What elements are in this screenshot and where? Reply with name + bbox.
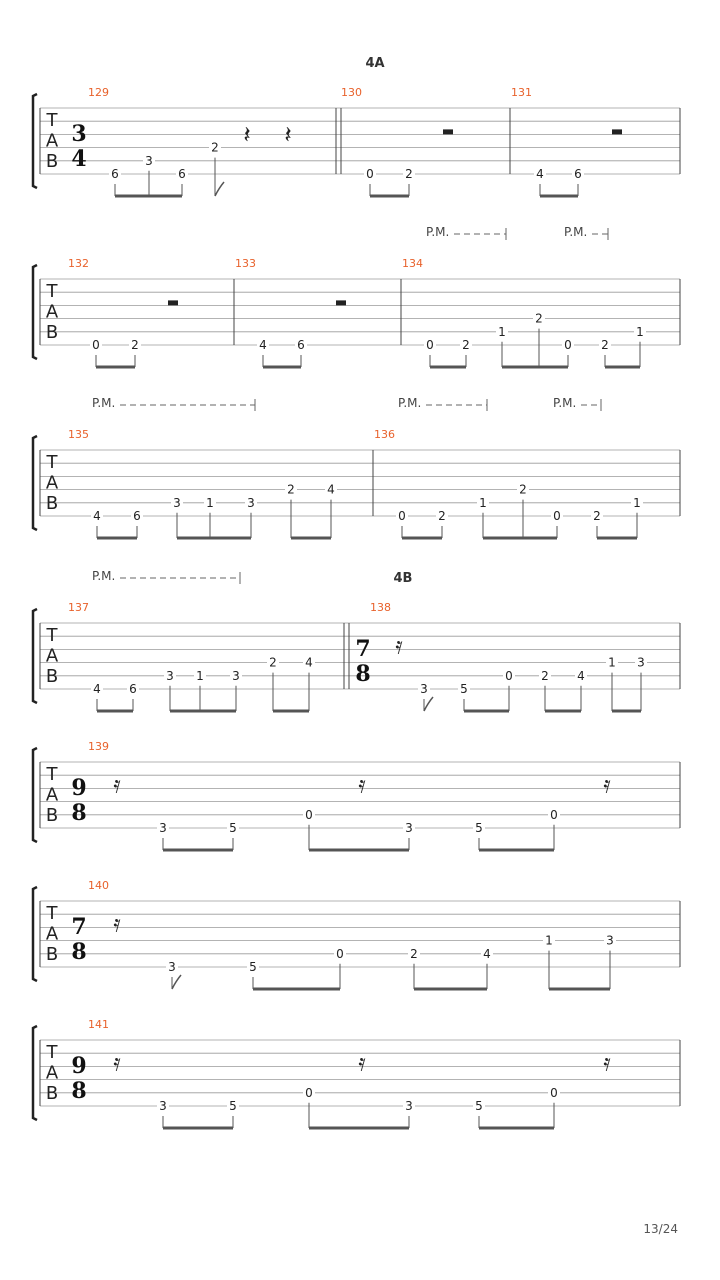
palm-mute-label: P.M.	[564, 225, 588, 239]
fret-number: 1	[479, 495, 487, 510]
fret-number: 3	[247, 495, 255, 510]
fret-number: 5	[460, 682, 468, 696]
sixteenth-rest: 𝄿	[358, 770, 366, 799]
fret-number: 0	[426, 338, 434, 352]
fret-number: 0	[564, 338, 572, 352]
half-rest	[612, 129, 622, 134]
measure-number: 136	[374, 428, 395, 441]
sixteenth-rest: 𝄿	[603, 770, 611, 799]
tab-clef-letter: B	[45, 944, 59, 965]
fret-number: 4	[483, 946, 491, 961]
fret-number: 0	[553, 509, 561, 523]
sixteenth-rest: 𝄿	[395, 631, 403, 660]
fret-number: 1	[545, 933, 553, 948]
sixteenth-rest: 𝄿	[113, 1048, 121, 1077]
tab-clef-letter: A	[45, 301, 59, 323]
time-signature-top: 9	[71, 775, 87, 801]
fret-number: 1	[636, 324, 644, 339]
fret-number: 1	[608, 655, 616, 670]
fret-number: 0	[336, 946, 344, 961]
quarter-rest: 𝄽	[243, 120, 251, 149]
tab-clef-letter: A	[45, 645, 59, 667]
page-number: 13/24	[643, 1222, 678, 1236]
fret-number: 0	[505, 668, 513, 683]
section-label: 4A	[365, 56, 385, 71]
tab-system	[33, 1018, 680, 1128]
measure-number: 138	[370, 601, 391, 614]
time-signature-top: 9	[71, 1053, 87, 1079]
tab-system	[33, 86, 680, 196]
fret-number: 1	[498, 324, 506, 339]
fret-number: 0	[305, 807, 313, 822]
system-bracket	[33, 94, 37, 188]
sixteenth-rest: 𝄿	[113, 770, 121, 799]
note-flag	[215, 182, 224, 196]
measure-number: 137	[68, 601, 89, 614]
fret-number: 5	[475, 821, 483, 835]
fret-number: 4	[93, 682, 101, 696]
fret-number: 2	[593, 509, 601, 523]
fret-number: 5	[229, 821, 237, 835]
measure-number: 141	[88, 1018, 109, 1031]
sixteenth-rest: 𝄿	[358, 1048, 366, 1077]
system-bracket	[33, 1026, 37, 1120]
tab-system	[33, 569, 680, 711]
palm-mute-label: P.M.	[398, 396, 422, 410]
tab-clef-letter: B	[45, 666, 59, 687]
tab-clef-letter: B	[45, 493, 59, 514]
fret-number: 6	[111, 167, 119, 181]
palm-mute-label: P.M.	[553, 396, 577, 410]
half-rest	[336, 300, 346, 305]
fret-number: 3	[420, 682, 428, 696]
fret-number: 4	[327, 482, 335, 497]
time-signature-bottom: 8	[355, 661, 371, 687]
fret-number: 6	[129, 682, 137, 696]
fret-number: 4	[577, 668, 585, 683]
fret-number: 5	[229, 1099, 237, 1113]
measure-number: 132	[68, 257, 89, 270]
fret-number: 2	[269, 655, 277, 670]
time-signature-top: 7	[71, 914, 87, 940]
fret-number: 0	[366, 167, 374, 181]
fret-number: 5	[249, 960, 257, 974]
tab-clef-letter: T	[46, 625, 58, 646]
system-bracket	[33, 748, 37, 842]
tab-clef-letter: T	[46, 452, 58, 473]
fret-number: 3	[168, 960, 176, 974]
tab-clef-letter: A	[45, 923, 59, 945]
tab-clef-letter: A	[45, 1062, 59, 1084]
quarter-rest: 𝄽	[284, 120, 292, 149]
tab-system	[33, 225, 680, 367]
tab-system	[33, 740, 680, 850]
tab-clef-letter: T	[46, 281, 58, 302]
tab-clef-letter: B	[45, 1083, 59, 1104]
fret-number: 0	[398, 509, 406, 523]
fret-number: 2	[438, 509, 446, 523]
fret-number: 6	[574, 167, 582, 181]
fret-number: 2	[535, 311, 543, 326]
sixteenth-rest: 𝄿	[113, 909, 121, 938]
fret-number: 4	[259, 338, 267, 352]
note-flag	[172, 975, 181, 989]
half-rest	[168, 300, 178, 305]
fret-number: 2	[462, 338, 470, 352]
tab-clef-letter: B	[45, 322, 59, 343]
measure-number: 130	[341, 86, 362, 99]
fret-number: 4	[536, 167, 544, 181]
tab-clef-letter: A	[45, 130, 59, 152]
time-signature-bottom: 8	[71, 939, 87, 965]
fret-number: 5	[475, 1099, 483, 1113]
fret-number: 3	[173, 495, 181, 510]
measure-number: 129	[88, 86, 109, 99]
measure-number: 134	[402, 257, 423, 270]
measure-number: 139	[88, 740, 109, 753]
measure-number: 133	[235, 257, 256, 270]
system-bracket	[33, 887, 37, 981]
measure-number: 140	[88, 879, 109, 892]
tab-clef-letter: T	[46, 110, 58, 131]
measure-number: 135	[68, 428, 89, 441]
fret-number: 3	[637, 655, 645, 670]
tab-clef-letter: T	[46, 1042, 58, 1063]
system-bracket	[33, 436, 37, 530]
fret-number: 2	[131, 338, 139, 352]
fret-number: 0	[550, 807, 558, 822]
half-rest	[443, 129, 453, 134]
system-bracket	[33, 609, 37, 703]
fret-number: 0	[550, 1085, 558, 1100]
tab-clef-letter: A	[45, 784, 59, 806]
fret-number: 2	[405, 167, 413, 181]
fret-number: 3	[159, 1099, 167, 1113]
tab-clef-letter: B	[45, 151, 59, 172]
palm-mute-label: P.M.	[92, 396, 116, 410]
fret-number: 2	[287, 482, 295, 497]
tab-system	[33, 396, 680, 538]
time-signature-bottom: 4	[71, 146, 87, 172]
time-signature-bottom: 8	[71, 800, 87, 826]
fret-number: 0	[92, 338, 100, 352]
fret-number: 3	[145, 153, 153, 168]
palm-mute-label: P.M.	[426, 225, 450, 239]
fret-number: 6	[133, 509, 141, 523]
time-signature-bottom: 8	[71, 1078, 87, 1104]
tab-clef-letter: T	[46, 764, 58, 785]
fret-number: 3	[159, 821, 167, 835]
tab-system	[33, 879, 680, 989]
time-signature-top: 7	[355, 636, 371, 662]
fret-number: 4	[93, 509, 101, 523]
fret-number: 1	[196, 668, 204, 683]
fret-number: 2	[541, 668, 549, 683]
fret-number: 0	[305, 1085, 313, 1100]
fret-number: 2	[410, 946, 418, 961]
system-bracket	[33, 265, 37, 359]
measure-number: 131	[511, 86, 532, 99]
fret-number: 3	[405, 821, 413, 835]
tab-clef-letter: A	[45, 472, 59, 494]
palm-mute-label: P.M.	[92, 569, 116, 583]
fret-number: 3	[166, 668, 174, 683]
fret-number: 1	[633, 495, 641, 510]
fret-number: 2	[601, 338, 609, 352]
fret-number: 3	[232, 668, 240, 683]
note-flag	[424, 697, 433, 711]
fret-number: 1	[206, 495, 214, 510]
time-signature-top: 3	[71, 121, 87, 147]
fret-number: 3	[606, 933, 614, 948]
sixteenth-rest: 𝄿	[603, 1048, 611, 1077]
tab-clef-letter: T	[46, 903, 58, 924]
fret-number: 6	[178, 167, 186, 181]
tab-clef-letter: B	[45, 805, 59, 826]
fret-number: 3	[405, 1099, 413, 1113]
fret-number: 2	[211, 140, 219, 155]
fret-number: 4	[305, 655, 313, 670]
fret-number: 6	[297, 338, 305, 352]
section-label: 4B	[393, 571, 413, 586]
fret-number: 2	[519, 482, 527, 497]
